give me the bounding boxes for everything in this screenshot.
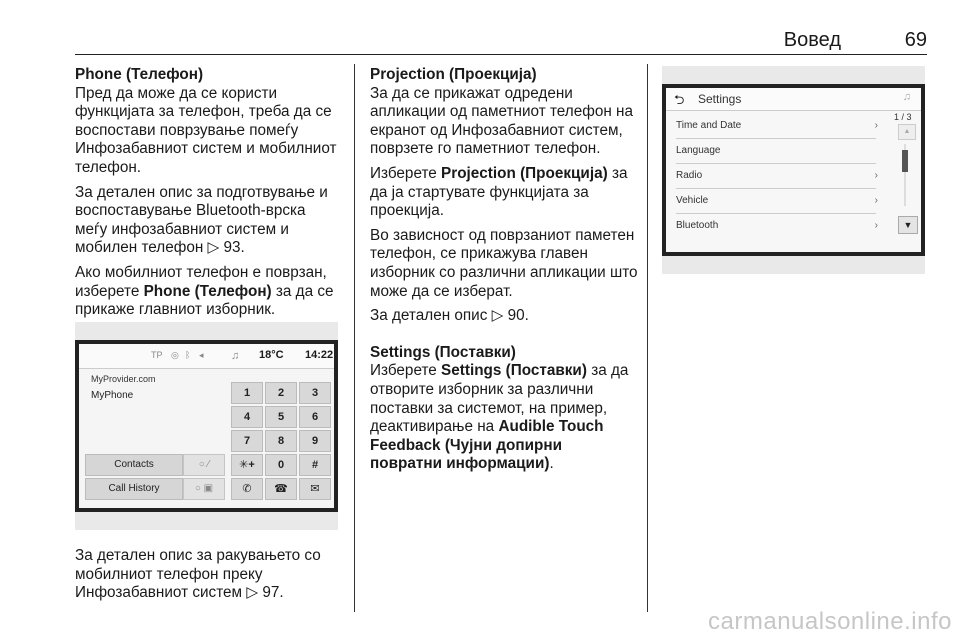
key[interactable]: 4 [231,406,263,428]
key[interactable]: 7 [231,430,263,452]
volume-icon: ◂ [199,350,204,360]
screen-bezel [662,84,925,256]
scrollbar[interactable] [898,124,914,234]
settings-screenshot [662,66,925,274]
hangup-icon[interactable]: ☎ [265,478,297,500]
paragraph: За детален опис за подготвување и воспоставување Bluetooth-врска меѓу инфозабавниот систем и мобилен телефон ▷ 93. [75,183,328,257]
key[interactable]: 0 [265,454,297,476]
section-title: Вовед [783,29,841,51]
paragraph: Во зависност од поврзаниот паметен телефон, се прикажува главен изборник со различни апликации што може да се изберат. [370,226,638,300]
contacts-button[interactable]: Contacts [85,454,183,476]
paragraph: Ако мобилниот телефон е поврзан, изберете Phone (Телефон) за да се прикаже главниот изборник. [75,263,334,319]
page-ref[interactable]: 90. [507,307,529,325]
chevron-right-icon: › [874,195,878,206]
status-bar [79,344,334,369]
phone-main-menu [79,344,334,508]
settings-title-bar [666,88,921,111]
arrow-ref-icon: ▷ [207,239,220,257]
column-divider [647,64,648,612]
page-header [75,26,927,52]
key[interactable]: 1 [231,382,263,404]
paragraph: За детален опис за ракувањето со мобилниот телефон преку Инфозабавниот систем ▷ 97. [75,547,321,602]
arrow-ref-icon: ▷ [491,307,504,325]
phone-name: MyPhone [91,390,134,401]
paragraph: Изберете Projection (Проекција) за да ја стартувате функцијата за проекција. [370,164,628,220]
settings-item-language[interactable]: Language [676,139,876,164]
chevron-right-icon: › [874,170,878,181]
screen-bezel [75,340,338,512]
arrow-ref-icon: ▷ [246,584,259,602]
temperature: 18°C [259,349,284,361]
scroll-thumb[interactable] [902,150,908,172]
call-icon[interactable]: ✆ [231,478,263,500]
paragraph: За да се прикажат одредени апликации од паметниот телефон на екранот од Инфозабавниот систем, поврзете го паметниот телефон. [370,84,633,158]
scroll-up-icon[interactable]: ▲ [898,124,916,140]
music-icon[interactable]: ♫ [231,350,240,362]
page-indicator: 1 / 3 [894,112,912,122]
key[interactable]: ✳+ [231,454,263,476]
music-icon[interactable]: ♫ [902,91,911,103]
page-number: 69 [904,29,927,51]
settings-item-time-and-date[interactable]: Time and Date › [676,114,876,139]
settings-title: Settings [698,92,742,106]
column-left-bottom [75,547,340,609]
page-ref[interactable]: 93. [223,239,245,257]
heading-projection: Projection (Проекција) [370,66,537,83]
column-left [75,66,340,326]
provider-name: MyProvider.com [91,374,156,384]
settings-item-bluetooth[interactable]: Bluetooth › [676,214,876,238]
header-rule [75,54,927,55]
paragraph: Изберете Settings (Поставки) за да отворите изборник за различни поставки за системот, на пример, деактивирање на Audible Touch Feedback (Чујни допирни повратни информации). [370,362,629,473]
bluetooth-icon: ᛒ [185,350,191,360]
settings-item-radio[interactable]: Radio › [676,164,876,189]
settings-menu [666,88,921,252]
key[interactable]: 5 [265,406,297,428]
handsfree-icon[interactable]: ○ ▣ [183,478,225,500]
heading-settings: Settings (Поставки) [370,343,516,361]
key[interactable]: # [299,454,331,476]
back-arrow-icon[interactable]: ⮌ [674,92,685,107]
key[interactable]: 6 [299,406,331,428]
scroll-down-icon[interactable]: ▼ [898,216,918,234]
key[interactable]: 2 [265,382,297,404]
clock: 14:22 [305,349,334,361]
voicemail-icon[interactable]: ✉ [299,478,331,500]
chevron-right-icon: › [874,220,878,231]
watermark: carmanualsonline.info [708,608,952,635]
phone-screenshot [75,322,338,530]
key[interactable]: 8 [265,430,297,452]
paragraph: За детален опис ▷ 90. [370,307,529,325]
key[interactable]: 3 [299,382,331,404]
signal-icon: ◎ [171,350,179,360]
page-ref[interactable]: 97. [262,584,284,602]
mute-mic-icon[interactable]: ○ ⁄ [183,454,225,476]
paragraph: Пред да може да се користи функцијата за телефон, треба да се воспостави поврзување помеѓу Инфозабавниот систем и мобилниот телефон. [75,84,337,176]
key[interactable]: 9 [299,430,331,452]
heading-phone: Phone (Телефон) [75,66,204,83]
tp-icon: TP [151,350,163,360]
settings-item-vehicle[interactable]: Vehicle › [676,189,876,214]
chevron-right-icon: › [874,120,878,131]
column-divider [354,64,355,612]
call-history-button[interactable]: Call History [85,478,183,500]
column-middle [370,66,638,480]
